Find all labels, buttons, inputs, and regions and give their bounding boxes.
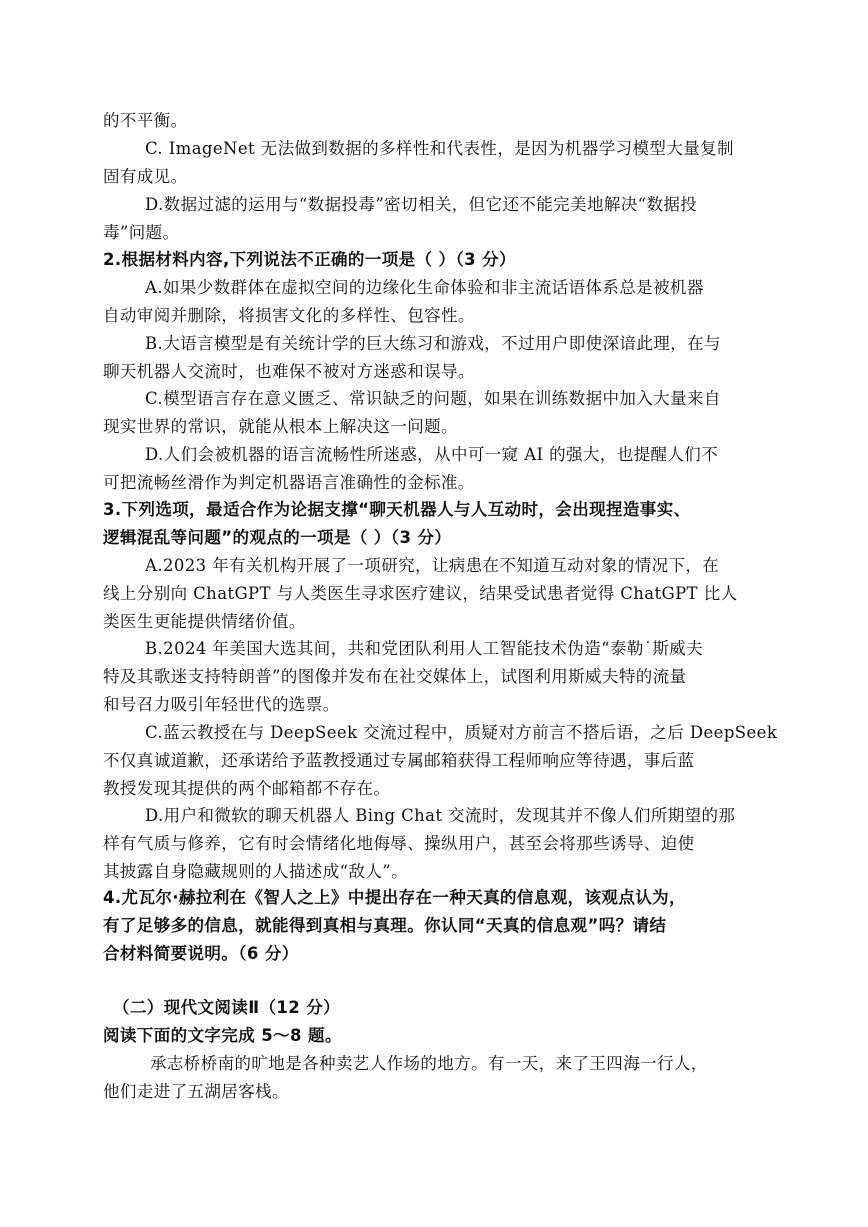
option-d-line: D.数据过滤的运用与“数据投毒”密切相关，但它还不能完美地解决“数据投 <box>145 195 698 214</box>
question-4-title: 4.尤瓦尔·赫拉利在《智人之上》中提出存在一种天真的信息观，该观点认为， <box>103 888 686 907</box>
question-4-title-cont: 合材料简要说明。（6 分） <box>103 944 299 963</box>
q2-option-b: B.大语言模型是有关统计学的巨大练习和游戏，不过用户即使深谙此理，在与 <box>145 334 721 353</box>
text-line: 类医生更能提供情绪价值。 <box>103 612 306 631</box>
question-4-title-cont: 有了足够多的信息，就能得到真相与真理。你认同“天真的信息观”吗？请结 <box>103 916 667 935</box>
section-heading: （二）现代文阅读Ⅱ（12 分） <box>113 998 341 1017</box>
text-line: 聊天机器人交流时，也难保不被对方迷惑和误导。 <box>103 362 475 381</box>
q3-option-a: A.2023 年有关机构开展了一项研究，让病患在不知道互动对象的情况下，在 <box>145 556 720 575</box>
q2-option-c: C.模型语言存在意义匮乏、常识缺乏的问题，如果在训练数据中加入大量来自 <box>145 389 721 408</box>
text-line: 和号召力吸引年轻世代的选票。 <box>103 695 340 714</box>
q2-option-a: A.如果少数群体在虚拟空间的边缘化生命体验和非主流话语体系总是被机器 <box>145 278 704 297</box>
passage-paragraph-cont: 他们走进了五湖居客栈。 <box>103 1082 289 1101</box>
text-line: 自动审阅并删除，将损害文化的多样性、包容性。 <box>103 306 475 325</box>
option-c-line: C. ImageNet 无法做到数据的多样性和代表性，是因为机器学习模型大量复制 <box>145 139 734 158</box>
text-line: 教授发现其提供的两个邮箱都不存在。 <box>103 779 391 798</box>
text-line: 固有成见。 <box>103 167 188 186</box>
text-line: 不仅真诚道歉，还承诺给予蓝教授通过专属邮箱获得工程师响应等待遇，事后蓝 <box>103 751 695 770</box>
q2-option-d: D.人们会被机器的语言流畅性所迷惑，从中可一窥 AI 的强大，也提醒人们不 <box>145 445 719 464</box>
text-line: 可把流畅丝滑作为判定机器语言准确性的金标准。 <box>103 473 475 492</box>
reading-instruction: 阅读下面的文字完成 5～8 题。 <box>103 1026 342 1045</box>
question-2-title: 2.根据材料内容,下列说法不正确的一项是（ ）（3 分） <box>103 250 516 269</box>
q3-option-b: B.2024 年美国大选其间，共和党团队利用人工智能技术伪造“泰勒˙斯威夫 <box>145 639 704 658</box>
q3-option-c: C.蓝云教授在与 DeepSeek 交流过程中，质疑对方前言不搭后语，之后 DeepSeek <box>145 723 778 742</box>
text-line: 样有气质与修养，它有时会情绪化地侮辱、操纵用户，甚至会将那些诱导、迫使 <box>103 834 695 853</box>
text-line: 其披露自身隐藏规则的人描述成“敌人”。 <box>103 862 408 881</box>
text-line: 现实世界的常识，就能从根本上解决这一问题。 <box>103 417 458 436</box>
text-line: 线上分别向 ChatGPT 与人类医生寻求医疗建议，结果受试患者觉得 ChatGPT 比人 <box>103 584 738 603</box>
passage-paragraph: 承志桥桥南的旷地是各种卖艺人作场的地方。有一天，来了王四海一行人， <box>150 1054 708 1073</box>
question-3-title-cont: 逻辑混乱等问题”的观点的一项是（ ）（3 分） <box>103 528 452 547</box>
question-3-title: 3.下列选项，最适合作为论据支撑“聊天机器人与人互动时，会出现捏造事实、 <box>103 500 691 519</box>
text-line: 特及其歌迷支持特朗普”的图像并发布在社交媒体上，试图利用斯威夫特的流量 <box>103 667 687 686</box>
text-line: 的不平衡。 <box>103 111 188 130</box>
q3-option-d: D.用户和微软的聊天机器人 Bing Chat 交流时，发现其并不像人们所期望的那 <box>145 806 736 825</box>
text-line: 毒”问题。 <box>103 223 180 242</box>
